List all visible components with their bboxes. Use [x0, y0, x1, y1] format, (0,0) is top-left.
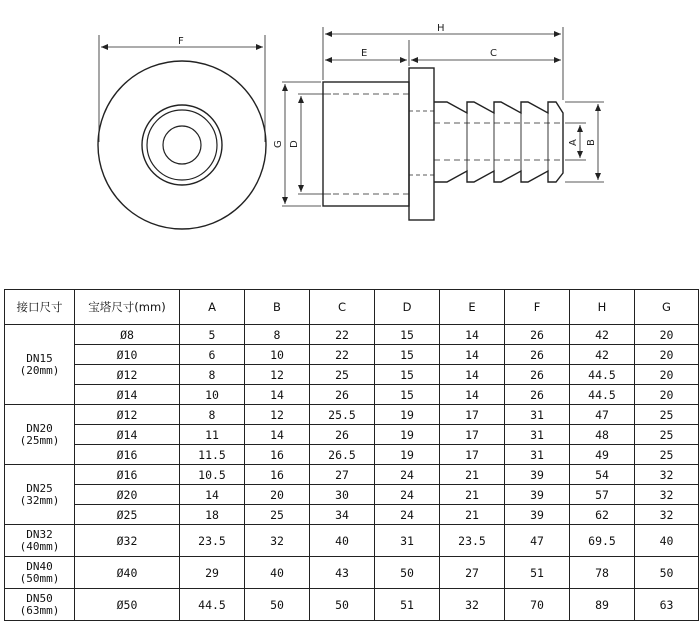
port-size-text: DN40: [26, 559, 53, 573]
header-cell: A: [180, 290, 245, 325]
table-cell: 21: [440, 485, 505, 505]
table-cell: 5: [180, 325, 245, 345]
barb-size-cell: Ø10: [75, 345, 180, 365]
barb-size-cell: Ø8: [75, 325, 180, 345]
dim-C-label: C: [490, 48, 497, 59]
table-cell: 16: [245, 445, 310, 465]
table-cell: 8: [180, 405, 245, 425]
table-cell: 40: [245, 557, 310, 589]
table-row: [5, 365, 699, 385]
table-cell: 17: [440, 425, 505, 445]
table-cell: 14: [245, 425, 310, 445]
table-cell: 19: [375, 445, 440, 465]
table-cell: 22: [310, 345, 375, 365]
table-cell: 31: [375, 525, 440, 557]
table-cell: 19: [375, 405, 440, 425]
port-size-cell: [5, 405, 75, 465]
table-cell: 14: [440, 345, 505, 365]
barb-size-cell: Ø12: [75, 365, 180, 385]
table-row: [5, 445, 699, 465]
dim-E-label: E: [361, 48, 368, 59]
header-cell: D: [375, 290, 440, 325]
table-cell: 51: [375, 589, 440, 621]
table-cell: 20: [635, 345, 699, 365]
table-cell: 49: [570, 445, 635, 465]
port-size-cell: [5, 465, 75, 525]
port-size-text: DN50: [26, 591, 53, 605]
table-row: [5, 385, 699, 405]
table-cell: 54: [570, 465, 635, 485]
table-cell: 19: [375, 425, 440, 445]
table-cell: 26: [505, 325, 570, 345]
table-cell: 6: [180, 345, 245, 365]
table-cell: 24: [375, 465, 440, 485]
table-cell: 40: [310, 525, 375, 557]
table-cell: 20: [245, 485, 310, 505]
table-cell: 8: [180, 365, 245, 385]
side-view-dimensions: [282, 27, 604, 206]
port-size-text: (25mm): [19, 433, 60, 447]
table-cell: 21: [440, 505, 505, 525]
dim-B-label: B: [586, 139, 597, 146]
dim-D-label: D: [289, 140, 300, 148]
table-cell: 50: [635, 557, 699, 589]
table-cell: 21: [440, 465, 505, 485]
table-row: [5, 325, 699, 345]
fitting-body: [323, 82, 409, 206]
table-cell: 16: [245, 465, 310, 485]
table-cell: 27: [440, 557, 505, 589]
header-cell: E: [440, 290, 505, 325]
table-cell: 24: [375, 505, 440, 525]
table-cell: 31: [505, 425, 570, 445]
table-cell: 10: [245, 345, 310, 365]
middle-ring-circle: [142, 105, 222, 185]
table-cell: 25: [635, 425, 699, 445]
table-cell: 15: [375, 385, 440, 405]
table-cell: 20: [635, 325, 699, 345]
table-cell: 23.5: [180, 525, 245, 557]
table-cell: 15: [375, 345, 440, 365]
table-cell: 11.5: [180, 445, 245, 465]
fitting-flange: [409, 68, 434, 220]
barb-size-cell: Ø16: [75, 445, 180, 465]
port-size-cell: [5, 557, 75, 589]
port-size-text: (32mm): [19, 493, 60, 507]
table-cell: 25: [635, 405, 699, 425]
table-row: [5, 425, 699, 445]
port-size-text: (63mm): [19, 603, 60, 617]
header-cell: 宝塔尺寸(mm): [75, 290, 180, 325]
table-cell: 14: [245, 385, 310, 405]
barb-size-cell: Ø14: [75, 425, 180, 445]
port-size-text: (50mm): [19, 571, 60, 585]
table-cell: 50: [245, 589, 310, 621]
barb-size-cell: Ø12: [75, 405, 180, 425]
table-row: [5, 405, 699, 425]
table-row: [5, 345, 699, 365]
front-view: [98, 35, 266, 229]
barb-size-cell: Ø14: [75, 385, 180, 405]
side-view: [323, 68, 563, 220]
table-cell: 26: [505, 345, 570, 365]
table-cell: 18: [180, 505, 245, 525]
table-cell: 70: [505, 589, 570, 621]
port-size-text: DN32: [26, 527, 53, 541]
table-cell: 10: [180, 385, 245, 405]
table-cell: 23.5: [440, 525, 505, 557]
table-cell: 42: [570, 325, 635, 345]
table-cell: 51: [505, 557, 570, 589]
barb-size-cell: Ø20: [75, 485, 180, 505]
table-row: [5, 589, 699, 621]
port-size-cell: [5, 325, 75, 405]
table-cell: 57: [570, 485, 635, 505]
bore-circle: [163, 126, 201, 164]
table-cell: 17: [440, 405, 505, 425]
port-size-text: DN25: [26, 481, 53, 495]
table-cell: 15: [375, 325, 440, 345]
table-cell: 24: [375, 485, 440, 505]
table-cell: 26: [505, 385, 570, 405]
table-cell: 40: [635, 525, 699, 557]
outer-flange-circle: [98, 61, 266, 229]
table-cell: 43: [310, 557, 375, 589]
table-cell: 29: [180, 557, 245, 589]
table-cell: 89: [570, 589, 635, 621]
table-cell: 42: [570, 345, 635, 365]
table-cell: 26: [505, 365, 570, 385]
table-cell: 48: [570, 425, 635, 445]
header-cell: C: [310, 290, 375, 325]
table-cell: 11: [180, 425, 245, 445]
table-row: [5, 485, 699, 505]
dim-G-label: G: [273, 140, 284, 148]
dim-F-label: F: [178, 36, 184, 47]
table-cell: 25: [310, 365, 375, 385]
table-cell: 39: [505, 465, 570, 485]
table-cell: 10.5: [180, 465, 245, 485]
table-cell: 47: [505, 525, 570, 557]
table-row: [5, 557, 699, 589]
table-cell: 14: [440, 385, 505, 405]
port-size-cell: [5, 525, 75, 557]
spec-table: [4, 289, 699, 621]
table-cell: 32: [440, 589, 505, 621]
table-cell: 50: [310, 589, 375, 621]
barb-size-cell: Ø50: [75, 589, 180, 621]
table-cell: 62: [570, 505, 635, 525]
table-cell: 32: [635, 465, 699, 485]
barb-size-cell: Ø16: [75, 465, 180, 485]
table-cell: 25: [245, 505, 310, 525]
table-cell: 26: [310, 385, 375, 405]
table-cell: 8: [245, 325, 310, 345]
table-cell: 26: [310, 425, 375, 445]
table-cell: 63: [635, 589, 699, 621]
table-header-row: [5, 290, 699, 325]
table-cell: 78: [570, 557, 635, 589]
port-size-text: (20mm): [19, 363, 60, 377]
table-cell: 39: [505, 505, 570, 525]
table-cell: 32: [635, 505, 699, 525]
header-cell: G: [635, 290, 699, 325]
table-cell: 31: [505, 445, 570, 465]
table-body: [5, 325, 699, 621]
port-size-cell: [5, 589, 75, 621]
port-size-text: DN20: [26, 421, 53, 435]
table-cell: 20: [635, 365, 699, 385]
table-cell: 12: [245, 365, 310, 385]
header-cell: 接口尺寸: [5, 290, 75, 325]
header-cell: F: [505, 290, 570, 325]
table-cell: 50: [375, 557, 440, 589]
table-row: [5, 505, 699, 525]
table-cell: 44.5: [180, 589, 245, 621]
port-size-text: (40mm): [19, 539, 60, 553]
table-cell: 22: [310, 325, 375, 345]
table-cell: 27: [310, 465, 375, 485]
dim-A-label: A: [568, 139, 579, 146]
port-size-text: DN15: [26, 351, 53, 365]
hose-barb: [434, 102, 563, 182]
table-row: [5, 525, 699, 557]
barb-size-cell: Ø40: [75, 557, 180, 589]
table-cell: 12: [245, 405, 310, 425]
table-cell: 34: [310, 505, 375, 525]
header-cell: B: [245, 290, 310, 325]
table-cell: 14: [440, 365, 505, 385]
table-cell: 14: [440, 325, 505, 345]
technical-drawing: [0, 0, 700, 289]
table-cell: 30: [310, 485, 375, 505]
barb-size-cell: Ø32: [75, 525, 180, 557]
table-row: [5, 465, 699, 485]
table-cell: 39: [505, 485, 570, 505]
table-cell: 17: [440, 445, 505, 465]
table-cell: 32: [245, 525, 310, 557]
table-cell: 14: [180, 485, 245, 505]
table-cell: 25: [635, 445, 699, 465]
table-cell: 32: [635, 485, 699, 505]
table-cell: 44.5: [570, 385, 635, 405]
table-cell: 69.5: [570, 525, 635, 557]
table-cell: 47: [570, 405, 635, 425]
barb-size-cell: Ø25: [75, 505, 180, 525]
table-cell: 20: [635, 385, 699, 405]
table-cell: 25.5: [310, 405, 375, 425]
ring-inner-circle: [147, 110, 217, 180]
dim-H-label: H: [437, 23, 445, 34]
table-cell: 26.5: [310, 445, 375, 465]
table-cell: 31: [505, 405, 570, 425]
header-cell: H: [570, 290, 635, 325]
table-cell: 44.5: [570, 365, 635, 385]
table-cell: 15: [375, 365, 440, 385]
